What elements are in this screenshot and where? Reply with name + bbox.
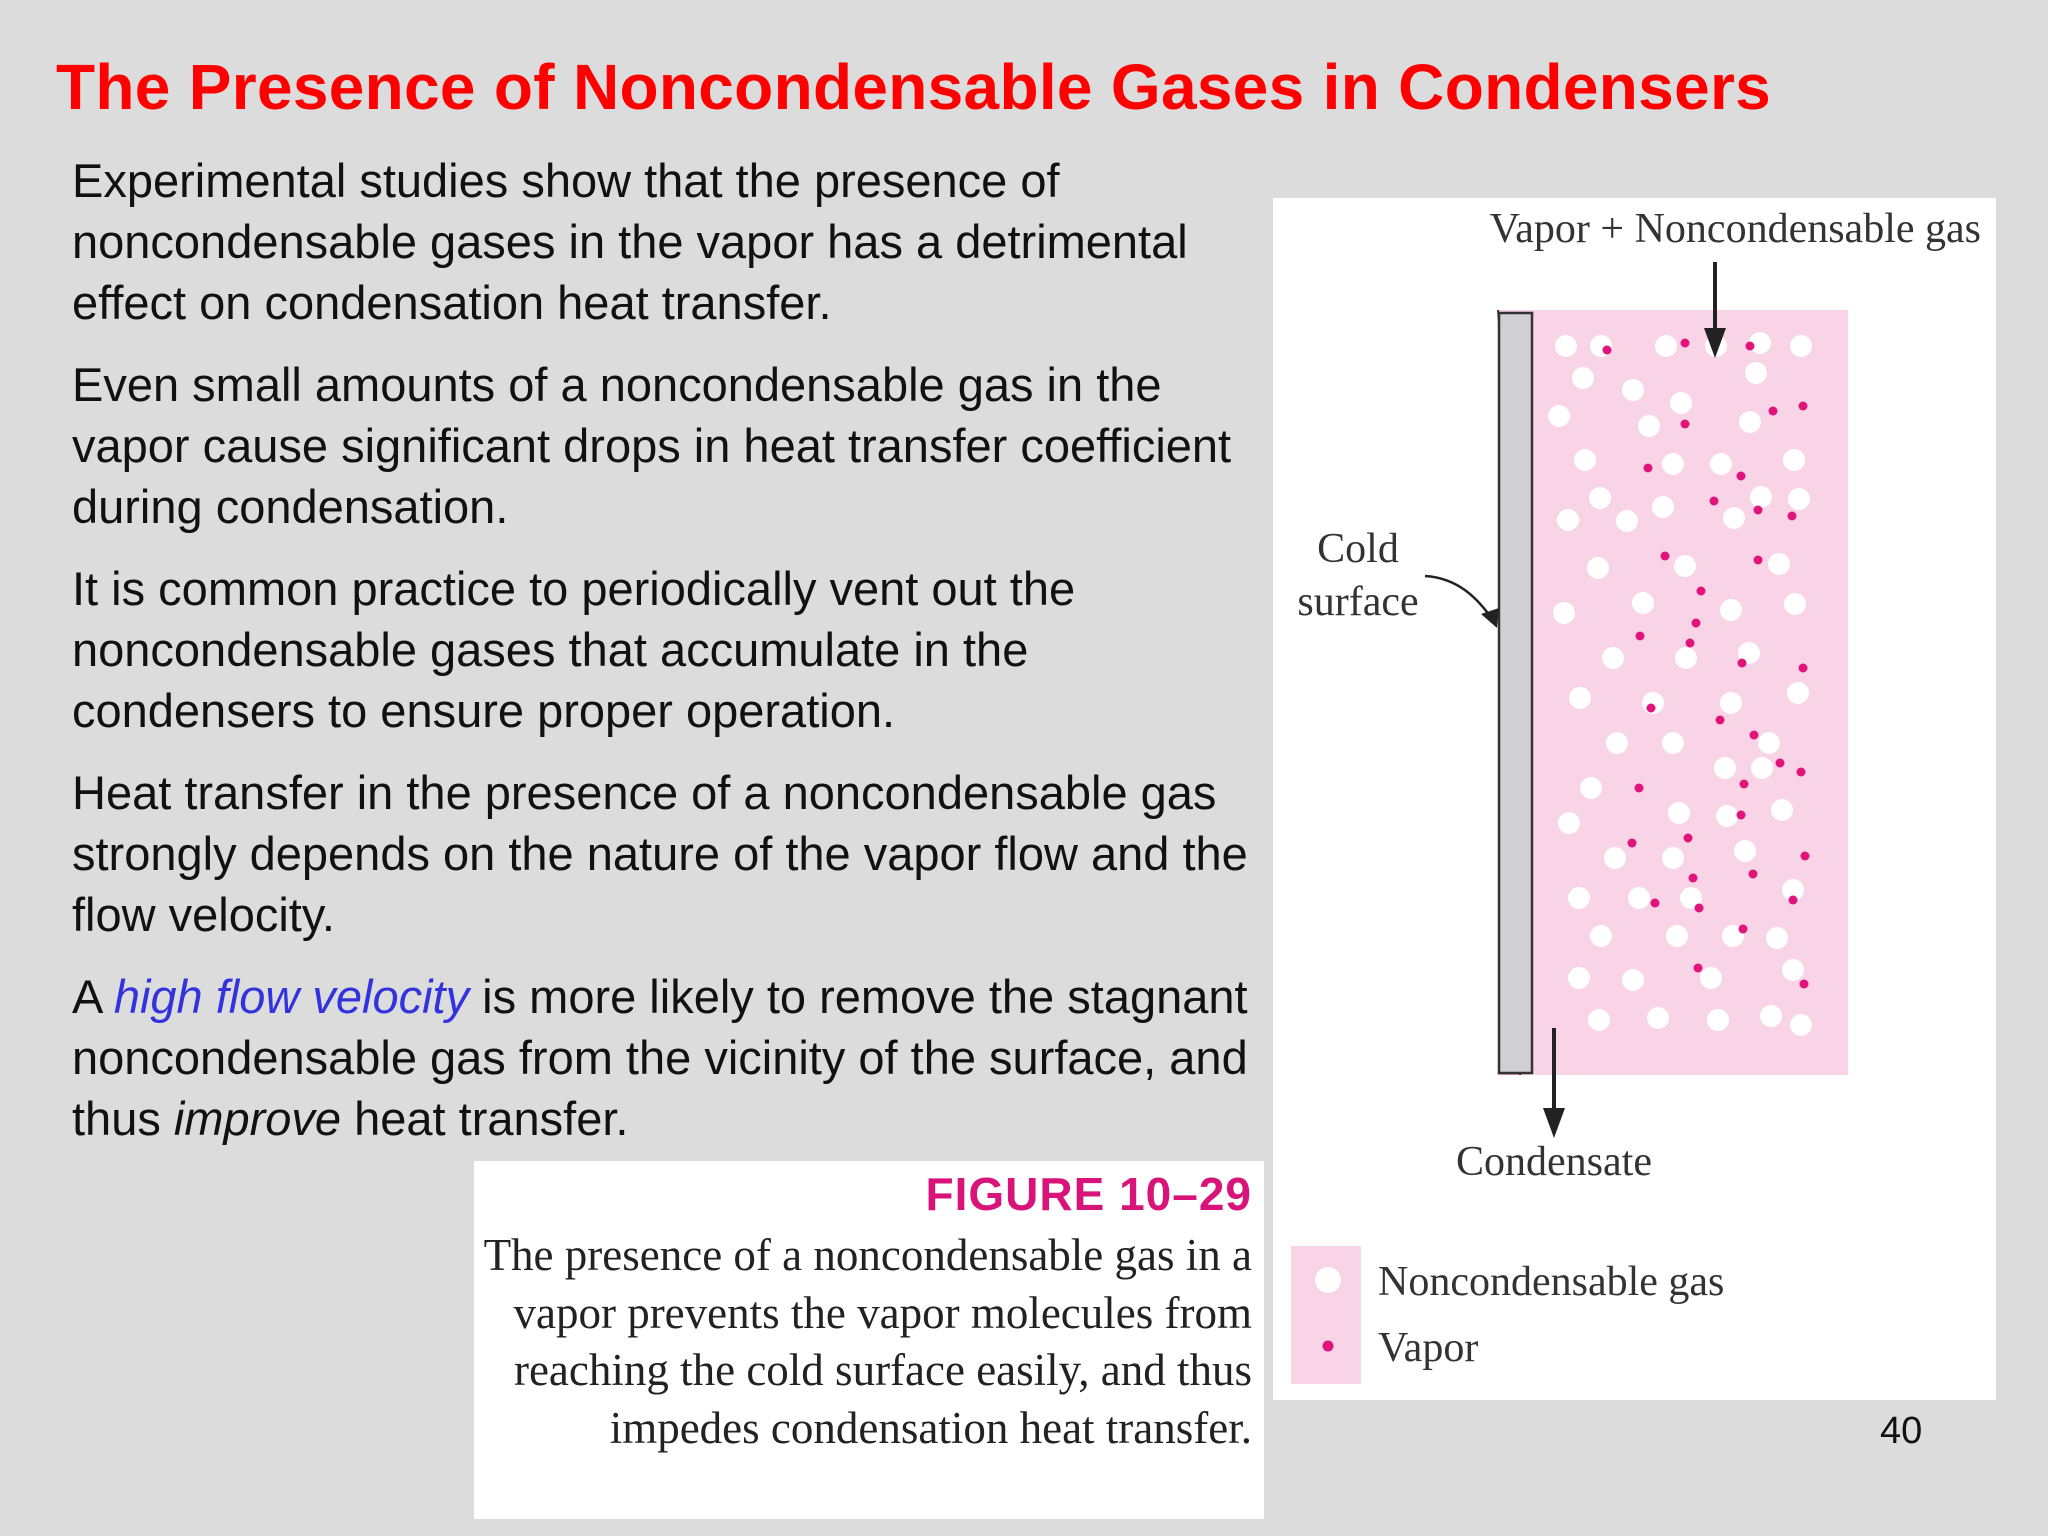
noncondensable-gas-particle — [1716, 805, 1738, 827]
noncondensable-gas-particle — [1670, 392, 1692, 414]
noncondensable-gas-particle — [1668, 802, 1690, 824]
noncondensable-gas-particle — [1710, 453, 1732, 475]
noncondensable-gas-particle — [1628, 887, 1650, 909]
legend-noncondensable-label: Noncondensable gas — [1378, 1259, 1725, 1305]
noncondensable-gas-particle — [1768, 553, 1790, 575]
noncondensable-gas-particle — [1745, 362, 1767, 384]
noncondensable-gas-particle — [1734, 840, 1756, 862]
vapor-particle — [1754, 506, 1763, 515]
paragraph-5-middle: is more likely to remove the stagnant noncondensable gas from the vicinity of the surface, and thus — [72, 970, 1248, 1145]
noncondensable-gas-particle — [1700, 967, 1722, 989]
noncondensable-gas-particle — [1751, 757, 1773, 779]
noncondensable-gas-particle — [1720, 692, 1742, 714]
noncondensable-gas-particle — [1622, 969, 1644, 991]
vapor-particle — [1716, 716, 1725, 725]
vapor-particle — [1776, 759, 1785, 768]
noncondensable-gas-particle — [1572, 367, 1594, 389]
vapor-particle — [1799, 664, 1808, 673]
paragraph-5-prefix: A — [72, 970, 114, 1023]
vapor-particle — [1695, 904, 1704, 913]
paragraph-1: Experimental studies show that the presence of noncondensable gases in the vapor has a detrimental effect on condensation heat transfer. — [72, 154, 1188, 329]
noncondensable-gas-particle — [1588, 1009, 1610, 1031]
noncondensable-gas-particle — [1602, 647, 1624, 669]
vapor-particle — [1647, 704, 1656, 713]
vapor-particle — [1740, 780, 1749, 789]
cold-surface-wall — [1499, 313, 1532, 1073]
noncondensable-gas-particle — [1783, 449, 1805, 471]
noncondensable-gas-particle — [1720, 599, 1742, 621]
highlight-high-flow-velocity: high flow velocity — [113, 970, 470, 1023]
vapor-particle — [1694, 964, 1703, 973]
noncondensable-gas-particle — [1568, 967, 1590, 989]
condenser-figure — [1273, 198, 1996, 1400]
vapor-particle — [1697, 587, 1706, 596]
condenser-diagram — [1273, 198, 1996, 1400]
noncondensable-gas-particle — [1622, 379, 1644, 401]
vapor-particle — [1800, 980, 1809, 989]
paragraph-4: Heat transfer in the presence of a noncondensable gas strongly depends on the nature of the vapor flow and the flow velocity. — [72, 766, 1248, 941]
vapor-particle — [1689, 874, 1698, 883]
vapor-particle — [1635, 784, 1644, 793]
noncondensable-gas-particle — [1569, 687, 1591, 709]
noncondensable-gas-particle — [1553, 602, 1575, 624]
noncondensable-gas-particle — [1707, 1009, 1729, 1031]
noncondensable-gas-particle — [1714, 757, 1736, 779]
noncondensable-gas-particle — [1662, 732, 1684, 754]
vapor-particle — [1738, 659, 1747, 668]
emphasis-improve: improve — [173, 1092, 342, 1145]
vapor-particle — [1801, 852, 1810, 861]
legend-vapor-label: Vapor — [1378, 1325, 1479, 1371]
page-number: 40 — [1880, 1410, 1923, 1452]
vapor-particle — [1644, 464, 1653, 473]
noncondensable-gas-particle — [1790, 335, 1812, 357]
vapor-particle — [1788, 512, 1797, 521]
vapor-gas-label: Vapor + Noncondensable gas — [1489, 206, 1981, 252]
noncondensable-gas-particle — [1632, 592, 1654, 614]
vapor-particle — [1799, 402, 1808, 411]
vapor-particle — [1739, 925, 1748, 934]
noncondensable-gas-particle — [1558, 812, 1580, 834]
noncondensable-gas-particle — [1555, 335, 1577, 357]
noncondensable-gas-particle — [1790, 1014, 1812, 1036]
vapor-particle — [1651, 899, 1660, 908]
vapor-particle — [1746, 342, 1755, 351]
noncondensable-gas-particle — [1666, 925, 1688, 947]
vapor-particle — [1737, 811, 1746, 820]
figure-number-label: FIGURE 10–29 — [925, 1168, 1252, 1220]
noncondensable-gas-particle — [1784, 593, 1806, 615]
vapor-particle — [1603, 346, 1612, 355]
paragraph-5-suffix: heat transfer. — [341, 1092, 629, 1145]
cold-surface-pointer-head — [1481, 608, 1499, 628]
vapor-particle — [1636, 632, 1645, 641]
vapor-particle — [1789, 896, 1798, 905]
noncondensable-gas-particle — [1590, 925, 1612, 947]
vapor-particle — [1681, 420, 1690, 429]
vapor-particle — [1710, 497, 1719, 506]
noncondensable-gas-particle — [1604, 847, 1626, 869]
condensate-label: Condensate — [1456, 1139, 1652, 1185]
paragraph-5 — [72, 966, 1252, 1149]
vapor-particle — [1797, 768, 1806, 777]
noncondensable-gas-particle — [1606, 732, 1628, 754]
noncondensable-gas-particle — [1674, 555, 1696, 577]
vapor-particle — [1681, 339, 1690, 348]
noncondensable-gas-particle — [1638, 415, 1660, 437]
figure-caption-text: The presence of a noncondensable gas in a vapor prevents the vapor molecules from reaching the cold surface easily, and thus impedes condensation heat transfer. — [483, 1230, 1252, 1453]
noncondensable-gas-particle — [1662, 847, 1684, 869]
figure-caption-box — [474, 1161, 1264, 1519]
vapor-particle — [1737, 472, 1746, 481]
slide-body — [72, 150, 1252, 1170]
noncondensable-gas-particle — [1580, 777, 1602, 799]
slide-title: The Presence of Noncondensable Gases in Condensers — [56, 51, 1772, 123]
noncondensable-gas-particle — [1557, 509, 1579, 531]
vapor-particle — [1754, 556, 1763, 565]
vapor-particle — [1684, 834, 1693, 843]
noncondensable-gas-particle — [1771, 799, 1793, 821]
vapor-particle — [1750, 731, 1759, 740]
noncondensable-gas-particle — [1760, 1005, 1782, 1027]
vapor-particle — [1769, 407, 1778, 416]
paragraph-3: It is common practice to periodically vent out the noncondensable gases that accumulate in the condensers to ensure proper operation. — [72, 562, 1076, 737]
vapor-particle — [1661, 552, 1670, 561]
vapor-particle — [1749, 870, 1758, 879]
noncondensable-gas-particle — [1655, 335, 1677, 357]
noncondensable-gas-particle — [1587, 557, 1609, 579]
legend-vapor-dot-icon — [1323, 1341, 1334, 1352]
noncondensable-gas-particle — [1758, 732, 1780, 754]
vapor-particle — [1692, 619, 1701, 628]
noncondensable-gas-particle — [1766, 927, 1788, 949]
legend-swatch — [1291, 1246, 1361, 1384]
cold-label-line1: Cold — [1317, 526, 1399, 572]
vapor-particle — [1686, 639, 1695, 648]
noncondensable-gas-particle — [1568, 887, 1590, 909]
vapor-particle — [1628, 839, 1637, 848]
noncondensable-gas-particle — [1616, 510, 1638, 532]
noncondensable-gas-particle — [1739, 411, 1761, 433]
cold-label-line2: surface — [1297, 579, 1419, 625]
noncondensable-gas-particle — [1548, 405, 1570, 427]
condensate-arrow-head — [1543, 1108, 1565, 1138]
noncondensable-gas-particle — [1675, 647, 1697, 669]
legend-noncondensable-dot-icon — [1315, 1267, 1341, 1293]
noncondensable-gas-particle — [1750, 486, 1772, 508]
noncondensable-gas-particle — [1723, 507, 1745, 529]
noncondensable-gas-particle — [1788, 488, 1810, 510]
noncondensable-gas-particle — [1647, 1007, 1669, 1029]
paragraph-2: Even small amounts of a noncondensable gas in the vapor cause significant drops in heat transfer coefficient during condensation. — [72, 358, 1232, 533]
noncondensable-gas-particle — [1782, 959, 1804, 981]
noncondensable-gas-particle — [1589, 487, 1611, 509]
noncondensable-gas-particle — [1652, 496, 1674, 518]
noncondensable-gas-particle — [1662, 453, 1684, 475]
noncondensable-gas-particle — [1574, 449, 1596, 471]
noncondensable-gas-particle — [1787, 682, 1809, 704]
